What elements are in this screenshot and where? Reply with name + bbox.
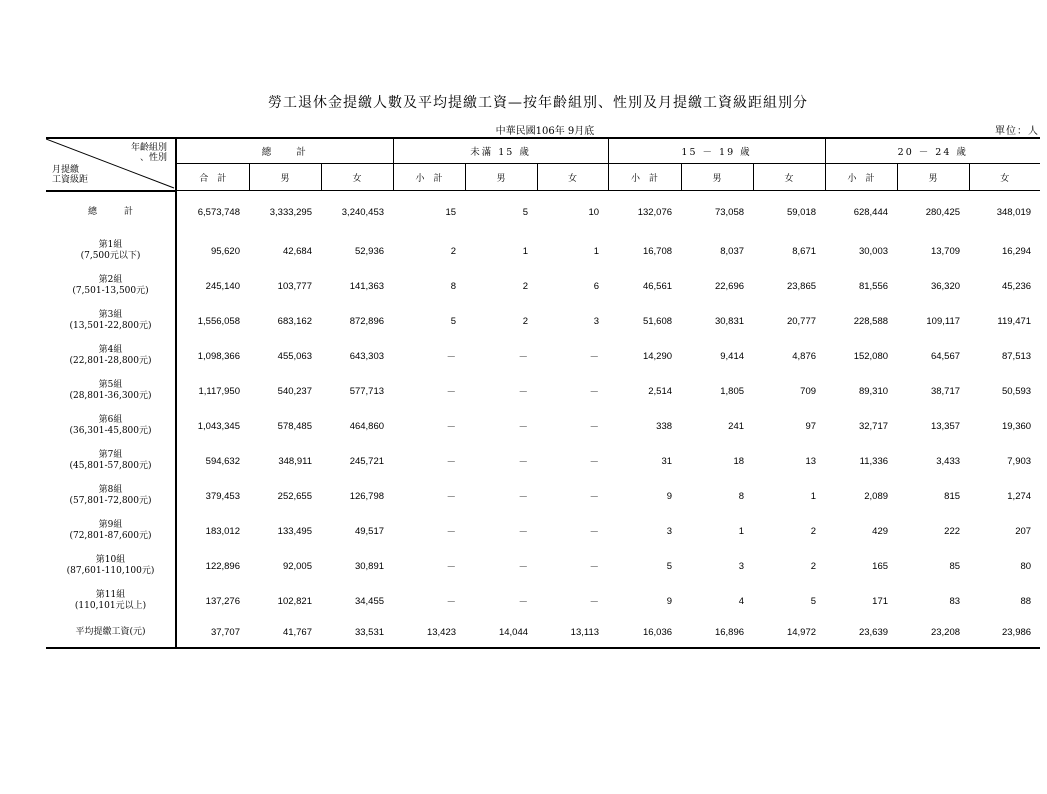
cell-value: 183,012 xyxy=(205,525,240,537)
cell-value: 1 xyxy=(522,245,529,257)
cell-value: 165 xyxy=(872,560,889,572)
cell-value: － xyxy=(446,527,457,538)
cell-value: 2,089 xyxy=(864,490,889,502)
report-date: 中華民國106年 9月底 xyxy=(495,126,595,137)
row-label-range: (7,500元以下) xyxy=(80,251,141,261)
cell-value: 31 xyxy=(661,455,673,467)
cell-value: － xyxy=(446,422,457,433)
cell-value: 3,333,295 xyxy=(269,206,312,218)
cell-value: 18 xyxy=(733,455,745,467)
row-label xyxy=(46,444,176,479)
cell-value: 152,080 xyxy=(853,350,889,362)
cell-value: － xyxy=(589,457,600,468)
cell-value: 13,113 xyxy=(537,619,608,648)
sex-header: 女 xyxy=(753,164,825,191)
row-label-range: (110,101元以上) xyxy=(74,601,147,611)
cell-value: 709 xyxy=(800,385,817,397)
cell-value: 643,303 xyxy=(349,350,385,362)
cell-value: 103,777 xyxy=(277,280,312,292)
cell-value: 15 xyxy=(445,206,457,218)
header-corner xyxy=(46,138,176,191)
cell-value: 23,208 xyxy=(897,619,969,648)
sex-header: 小 計 xyxy=(393,164,465,191)
row-label-group: 第1組 xyxy=(98,240,123,250)
cell-value: 1 xyxy=(593,245,600,257)
row-label xyxy=(46,514,176,549)
row-label xyxy=(46,479,176,514)
unit-label: 單位：人 xyxy=(995,126,1039,137)
cell-value: 2 xyxy=(810,560,817,572)
cell-value: － xyxy=(518,457,529,468)
cell-value: 13 xyxy=(805,455,817,467)
cell-value: － xyxy=(518,387,529,398)
cell-value: 51,608 xyxy=(642,315,673,327)
cell-value: 33,531 xyxy=(321,619,393,648)
table-row xyxy=(46,409,1040,444)
cell-value: 348,019 xyxy=(996,206,1032,218)
cell-value: － xyxy=(589,492,600,503)
cell-value: 1,098,366 xyxy=(197,350,240,362)
table-row xyxy=(46,619,1040,648)
cell-value: 379,453 xyxy=(205,490,240,502)
sex-header: 男 xyxy=(681,164,753,191)
cell-value: － xyxy=(446,492,457,503)
cell-value: 133,495 xyxy=(277,525,312,537)
corner-age-label: 年齡組別 xyxy=(130,143,167,153)
cell-value: 14,290 xyxy=(642,350,673,362)
cell-value: 1,556,058 xyxy=(197,315,240,327)
cell-value: 95,620 xyxy=(210,245,240,257)
table-row xyxy=(46,339,1040,374)
cell-value: 34,455 xyxy=(354,595,385,607)
cell-value: 4,876 xyxy=(792,350,817,362)
cell-value: 14,044 xyxy=(465,619,537,648)
cell-value: 19,360 xyxy=(1001,420,1032,432)
cell-value: 16,036 xyxy=(608,619,681,648)
row-label xyxy=(46,234,176,269)
cell-value: 97 xyxy=(805,420,817,432)
cell-value: 594,632 xyxy=(205,455,240,467)
cell-value: － xyxy=(518,352,529,363)
row-label-range: (45,801-57,800元) xyxy=(69,461,152,471)
cell-value: 41,767 xyxy=(249,619,321,648)
cell-value: 38,717 xyxy=(930,385,961,397)
cell-value: 4 xyxy=(738,595,745,607)
cell-value: 16,708 xyxy=(642,245,673,257)
cell-value: 683,162 xyxy=(277,315,312,327)
cell-value: 5 xyxy=(810,595,817,607)
row-label xyxy=(46,584,176,619)
row-label-range: (13,501-22,800元) xyxy=(69,321,152,331)
cell-value: 88 xyxy=(1020,595,1032,607)
sex-header-row xyxy=(46,164,1040,191)
cell-value: 3,433 xyxy=(936,455,961,467)
cell-value: 540,237 xyxy=(277,385,312,397)
cell-value: － xyxy=(518,527,529,538)
cell-value: 22,696 xyxy=(714,280,745,292)
row-label-range: (57,801-72,800元) xyxy=(69,496,152,506)
cell-value: 13,423 xyxy=(393,619,465,648)
row-label-range: (36,301-45,800元) xyxy=(69,426,152,436)
table-row xyxy=(46,234,1040,269)
cell-value: 42,684 xyxy=(282,245,312,257)
cell-value: 52,936 xyxy=(354,245,385,257)
corner-monthly-label: 月提繳 xyxy=(52,165,80,175)
cell-value: 815 xyxy=(944,490,961,502)
row-label-group: 第8組 xyxy=(98,485,123,495)
cell-value: 429 xyxy=(872,525,889,537)
table-row xyxy=(46,479,1040,514)
row-label xyxy=(46,191,176,234)
cell-value: 245,721 xyxy=(349,455,385,467)
row-label xyxy=(46,549,176,584)
cell-value: 228,588 xyxy=(853,315,889,327)
sex-header: 小 計 xyxy=(608,164,681,191)
cell-value: 49,517 xyxy=(354,525,385,537)
cell-value: 3 xyxy=(593,315,600,327)
row-label-range: (7,501-13,500元) xyxy=(72,286,149,296)
cell-value: 126,798 xyxy=(349,490,385,502)
cell-value: 3,240,453 xyxy=(341,206,385,218)
row-label-group: 第11組 xyxy=(95,590,126,600)
cell-value: 1 xyxy=(810,490,817,502)
cell-value: 5 xyxy=(450,315,457,327)
cell-value: 64,567 xyxy=(930,350,961,362)
table-row xyxy=(46,514,1040,549)
cell-value: 132,076 xyxy=(637,206,673,218)
cell-value: 16,294 xyxy=(1001,245,1032,257)
cell-value: 45,236 xyxy=(1001,280,1032,292)
cell-value: － xyxy=(446,457,457,468)
cell-value: 30,891 xyxy=(354,560,385,572)
cell-value: 2 xyxy=(522,315,529,327)
cell-value: 464,860 xyxy=(349,420,385,432)
cell-value: 137,276 xyxy=(205,595,240,607)
cell-value: 455,063 xyxy=(277,350,312,362)
cell-value: 37,707 xyxy=(176,619,249,648)
cell-value: 92,005 xyxy=(282,560,312,572)
cell-value: － xyxy=(589,387,600,398)
row-label-group: 總 計 xyxy=(87,207,133,217)
cell-value: － xyxy=(518,597,529,608)
corner-wage-label: 工資級距 xyxy=(52,175,89,185)
cell-value: 5 xyxy=(522,206,529,218)
age-group-under15: 未滿 15 歲 xyxy=(393,138,608,164)
cell-value: 23,639 xyxy=(825,619,897,648)
table-row xyxy=(46,584,1040,619)
row-label-range: (22,801-28,800元) xyxy=(69,356,152,366)
cell-value: － xyxy=(446,387,457,398)
cell-value: 87,513 xyxy=(1001,350,1032,362)
sex-header: 男 xyxy=(249,164,321,191)
report-title: 勞工退休金提繳人數及平均提繳工資—按年齡組別、性別及月提繳工資級距組別分 xyxy=(268,95,808,111)
cell-value: 13,709 xyxy=(930,245,961,257)
cell-value: 1,043,345 xyxy=(197,420,240,432)
row-label-group: 第6組 xyxy=(98,415,123,425)
cell-value: 2 xyxy=(522,280,529,292)
sex-header: 女 xyxy=(969,164,1040,191)
cell-value: － xyxy=(589,597,600,608)
cell-value: 11,336 xyxy=(859,455,889,467)
cell-value: 3 xyxy=(738,560,745,572)
sex-header: 合 計 xyxy=(176,164,249,191)
statistics-table xyxy=(46,137,1040,649)
cell-value: 280,425 xyxy=(925,206,961,218)
cell-value: 30,003 xyxy=(858,245,889,257)
cell-value: 23,865 xyxy=(786,280,817,292)
row-label-group: 第5組 xyxy=(98,380,123,390)
cell-value: － xyxy=(589,422,600,433)
table-row xyxy=(46,269,1040,304)
sex-header: 男 xyxy=(465,164,537,191)
cell-value: 80 xyxy=(1020,560,1032,572)
cell-value: 23,986 xyxy=(969,619,1040,648)
cell-value: 222 xyxy=(944,525,961,537)
cell-value: 20,777 xyxy=(786,315,817,327)
row-label xyxy=(46,619,176,648)
age-group-total: 總 計 xyxy=(176,138,393,164)
cell-value: 252,655 xyxy=(277,490,312,502)
cell-value: 89,310 xyxy=(858,385,889,397)
cell-value: － xyxy=(589,352,600,363)
row-label-range: (87,601-110,100元) xyxy=(66,566,155,576)
cell-value: 578,485 xyxy=(277,420,312,432)
cell-value: 8 xyxy=(738,490,745,502)
cell-value: － xyxy=(518,562,529,573)
row-label xyxy=(46,304,176,339)
cell-value: 36,320 xyxy=(930,280,961,292)
cell-value: 102,821 xyxy=(277,595,312,607)
cell-value: 9,414 xyxy=(720,350,745,362)
cell-value: 83 xyxy=(949,595,961,607)
cell-value: － xyxy=(589,527,600,538)
cell-value: 10 xyxy=(588,206,600,218)
cell-value: 7,903 xyxy=(1007,455,1032,467)
cell-value: － xyxy=(518,422,529,433)
cell-value: 8 xyxy=(450,280,457,292)
age-group-header-row xyxy=(46,138,1040,164)
row-label-group: 第10組 xyxy=(95,555,126,565)
row-label-range: (28,801-36,300元) xyxy=(69,391,152,401)
row-label xyxy=(46,374,176,409)
sex-header: 男 xyxy=(897,164,969,191)
cell-value: 2 xyxy=(810,525,817,537)
cell-value: 73,058 xyxy=(714,206,745,218)
cell-value: 13,357 xyxy=(930,420,961,432)
cell-value: － xyxy=(446,562,457,573)
cell-value: 348,911 xyxy=(278,455,312,467)
row-label xyxy=(46,269,176,304)
cell-value: 141,363 xyxy=(349,280,385,292)
sex-header: 小 計 xyxy=(825,164,897,191)
cell-value: 85 xyxy=(949,560,961,572)
row-label-group: 第2組 xyxy=(98,275,123,285)
cell-value: 50,593 xyxy=(1001,385,1032,397)
row-label xyxy=(46,339,176,374)
cell-value: 241 xyxy=(728,420,745,432)
table-row xyxy=(46,191,1040,234)
cell-value: 5 xyxy=(666,560,673,572)
row-label-group: 平均提繳工資(元) xyxy=(75,627,146,637)
cell-value: 32,717 xyxy=(858,420,889,432)
table-row xyxy=(46,549,1040,584)
cell-value: 338 xyxy=(656,420,673,432)
cell-value: 109,117 xyxy=(926,315,961,327)
cell-value: 14,972 xyxy=(753,619,825,648)
cell-value: 1,274 xyxy=(1007,490,1032,502)
cell-value: 6 xyxy=(593,280,600,292)
cell-value: 8,037 xyxy=(720,245,745,257)
cell-value: 577,713 xyxy=(349,385,385,397)
cell-value: 30,831 xyxy=(714,315,745,327)
row-label-range: (72,801-87,600元) xyxy=(69,531,152,541)
cell-value: － xyxy=(589,562,600,573)
row-label-group: 第7組 xyxy=(98,450,123,460)
cell-value: － xyxy=(446,352,457,363)
cell-value: 1 xyxy=(738,525,745,537)
cell-value: 81,556 xyxy=(858,280,889,292)
age-group-20-24: 20 － 24 歲 xyxy=(825,138,1040,164)
cell-value: 59,018 xyxy=(786,206,817,218)
corner-sex-label: 、性別 xyxy=(139,153,167,163)
cell-value: － xyxy=(518,492,529,503)
cell-value: 2,514 xyxy=(648,385,673,397)
table-row xyxy=(46,304,1040,339)
cell-value: 122,896 xyxy=(205,560,240,572)
cell-value: 245,140 xyxy=(205,280,240,292)
table-row xyxy=(46,374,1040,409)
sex-header: 女 xyxy=(321,164,393,191)
cell-value: 207 xyxy=(1015,525,1032,537)
cell-value: 628,444 xyxy=(853,206,889,218)
cell-value: － xyxy=(446,597,457,608)
table-row xyxy=(46,444,1040,479)
row-label-group: 第9組 xyxy=(98,520,123,530)
cell-value: 171 xyxy=(872,595,889,607)
cell-value: 6,573,748 xyxy=(197,206,240,218)
cell-value: 872,896 xyxy=(349,315,385,327)
corner-top xyxy=(131,143,167,163)
corner-left xyxy=(52,165,88,185)
cell-value: 3 xyxy=(666,525,673,537)
cell-value: 16,896 xyxy=(681,619,753,648)
cell-value: 46,561 xyxy=(642,280,673,292)
cell-value: 1,805 xyxy=(720,385,745,397)
row-label-group: 第4組 xyxy=(98,345,123,355)
cell-value: 1,117,950 xyxy=(198,385,240,397)
row-label-group: 第3組 xyxy=(98,310,123,320)
cell-value: 9 xyxy=(666,490,673,502)
row-label xyxy=(46,409,176,444)
sex-header: 女 xyxy=(537,164,608,191)
cell-value: 2 xyxy=(450,245,457,257)
age-group-15-19: 15 － 19 歲 xyxy=(608,138,825,164)
cell-value: 8,671 xyxy=(792,245,817,257)
cell-value: 119,471 xyxy=(997,315,1032,327)
cell-value: 9 xyxy=(666,595,673,607)
